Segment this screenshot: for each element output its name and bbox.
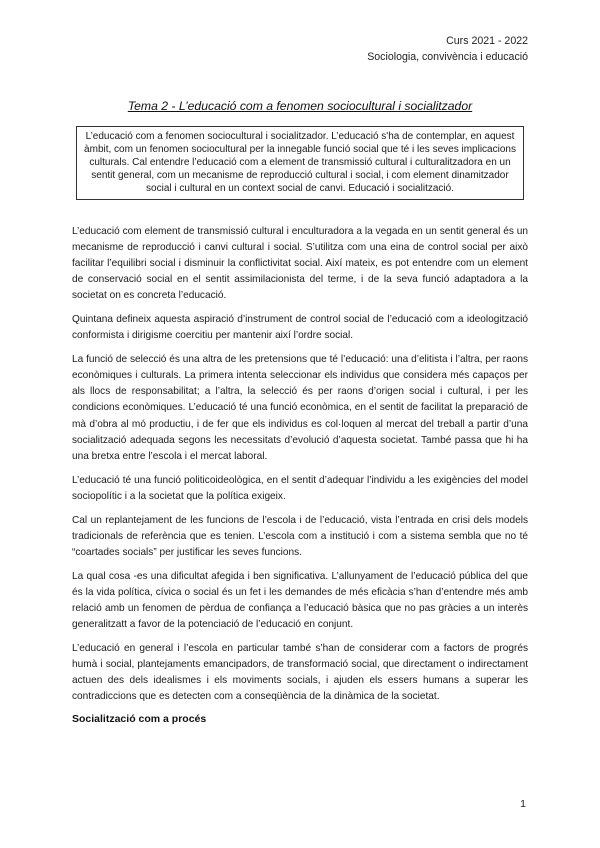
paragraph: La qual cosa -es una dificultat afegida i ben significativa. L’allunyament de l’educació pública del que és la vida política, cívica o social és un fet i les demandes de més eficàcia s’han d’entendre més amb relació amb un fenomen de pèrdua de confiança a l’educació bàsica que no pas gràcies a un interès generalitzatt a favor de la potenciació de l’educació en conjunt. — [72, 570, 528, 631]
course-label: Curs 2021 - 2022 — [446, 35, 528, 47]
abstract-box: L’educació com a fenomen sociocultural i socialitzador. L’educació s'ha de contemplar, en aquest àmbit, com un fenomen sociocultural per la innegable funció social que té i les seves implicacions culturals. Cal entendre l’educació com a element de transmissió cultural i culturalitzadora en un sentit general, com un mecanisme de reproducció cultural i social, i com element dinamitzador social i cultural en un context social de canvi. Educació i socialització. — [76, 126, 524, 200]
paragraph: Cal un replantejament de les funcions de l’escola i de l’educació, vista l’entrada en crisi dels models tradicionals de referència que es tenien. L’escola com a institució i com a sistema sembla que no té “coartades socials” per justificar les seves funcions. — [72, 514, 528, 558]
paragraph: L’educació en general i l’escola en particular també s’han de considerar com a factors de progrés humà i social, plantejaments emancipadors, de transformació social, que directament o indirectament actuen des dels idealismes i els moviments socials, i ajuden els essers humans a superar les contradiccions que es detecten com a conseqüència de la dinàmica de la societat. — [72, 643, 528, 703]
subject-label: Sociologia, convivència i educació — [367, 50, 528, 63]
paragraph: La funció de selecció és una altra de les pretensions que té l’educació: una d’elitista i l’altra, per raons econòmiques i culturals. La primera intenta seleccionar els individus que considera més capaços per als llocs de responsabilitat; a l’altra, la selecció és per raons d’origen social i cultural, i per les condicions econòmiques. L’educació té una funció econòmica, en el sentit de facilitat la preparació de mà d’obra al mó productiu, i de fer que els individus es col·loquen al mercat del treball a partir d’una socialització adequada segons les necessitats d’evolució d’aquesta societat. També passa que hi ha una bretxa entre l’escola i el mercat laboral. — [72, 354, 528, 462]
body-content — [72, 224, 528, 725]
page-header — [367, 34, 528, 65]
paragraph: L’educació com element de transmissió cultural i enculturadora a la vegada en un sentit general és un mecanisme de reproducció i canvi cultural i social. S’utilitza com una eina de control social per això facilitar l’equilibri social i disminuir la conflictivitat social. Així mateix, es pot entendre com un element de conservació social en el sentit assimilacionista del terme, i de la seva funció adaptadora a la societat on es concreta l’educació. — [72, 226, 528, 302]
section-heading: Socialització com a procés — [72, 713, 207, 726]
page-title: Tema 2 - L’educació com a fenomen sociocultural i socialitzador — [127, 99, 473, 113]
page-number: 1 — [520, 798, 526, 810]
paragraph: Quintana defineix aquesta aspiració d’instrument de control social de l’educació com a ideologització conformista i dirigisme coercitiu per mantenir així l’ordre social. — [72, 314, 528, 342]
paragraph: L’educació té una funció politicoideològica, en el sentit d’adequar l’individu a les exigències del model sociopolític i a la societat que la política exigeix. — [72, 474, 528, 502]
